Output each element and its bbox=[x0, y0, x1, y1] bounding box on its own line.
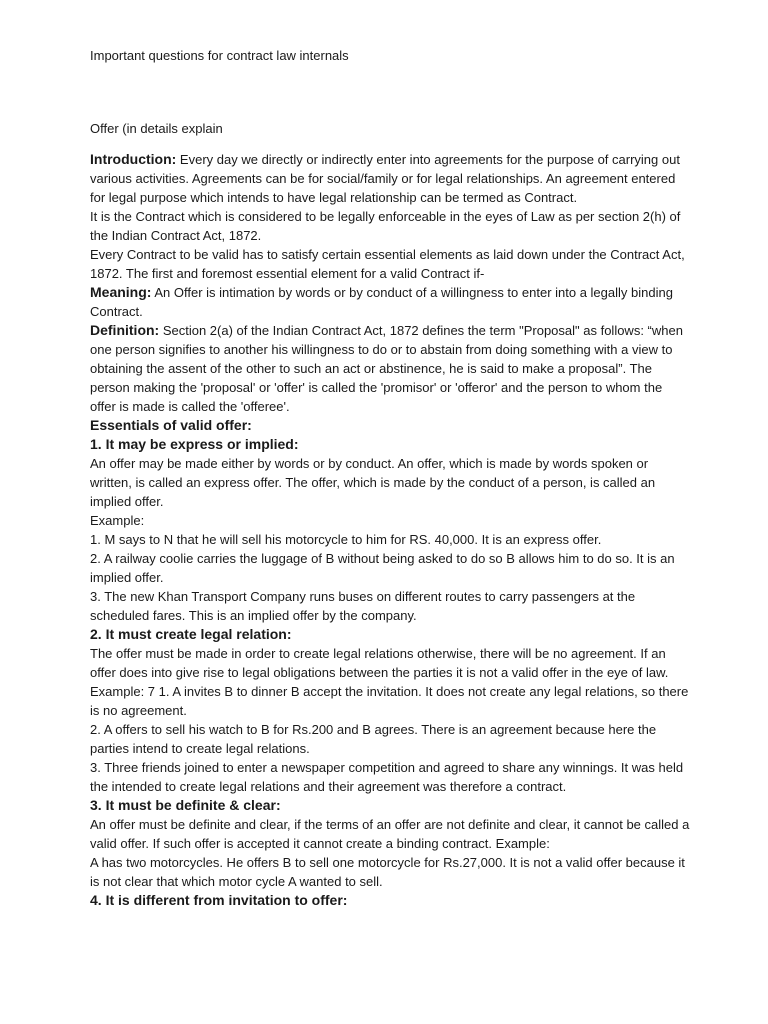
point-1-line: Example: bbox=[90, 513, 145, 528]
essential-elements-paragraph: Every Contract to be valid has to satisfy certain essential elements as laid down under the Contract Act, 1872. The first and foremost essential element for a valid Contract if- bbox=[90, 247, 685, 281]
point-2-line: The offer must be made in order to create legal relations otherwise, there will be no agreement. If an offer does into give rise to legal obligations between the parties it is not a valid offer in the eye of law. bbox=[90, 646, 669, 680]
point-1-line: An offer may be made either by words or by conduct. An offer, which is made by words spoken or written, is called an express offer. The offer, which is made by the conduct of a person, is called an implied offer. bbox=[90, 456, 656, 509]
meaning-text: An Offer is intimation by words or by conduct of a willingness to enter into a legally binding Contract. bbox=[90, 285, 673, 319]
point-2-heading: 2. It must create legal relation: bbox=[90, 626, 292, 642]
section-heading: Offer (in details explain bbox=[90, 121, 223, 136]
point-1-line: 2. A railway coolie carries the luggage of B without being asked to do so B allows him to do so. It is an implied offer. bbox=[90, 551, 675, 585]
introduction-text: Every day we directly or indirectly enter into agreements for the purpose of carrying out various activities. Agreements can be for social/family or for legal relationships. An agreement entered for legal purpose which intends to have legal relationship can be termed as Contract. bbox=[90, 152, 680, 205]
introduction-label: Introduction: bbox=[90, 151, 177, 167]
point-4-heading: 4. It is different from invitation to offer: bbox=[90, 892, 348, 908]
essentials-heading: Essentials of valid offer: bbox=[90, 417, 252, 433]
contract-paragraph: It is the Contract which is considered to be legally enforceable in the eyes of Law as per section 2(h) of the Indian Contract Act, 1872. bbox=[90, 209, 681, 243]
meaning-label: Meaning: bbox=[90, 284, 152, 300]
point-3-heading: 3. It must be definite & clear: bbox=[90, 797, 281, 813]
point-3-line: A has two motorcycles. He offers B to sell one motorcycle for Rs.27,000. It is not a valid offer because it is not clear that which motor cycle A wanted to sell. bbox=[90, 855, 685, 889]
definition-label: Definition: bbox=[90, 322, 160, 338]
point-1-heading: 1. It may be express or implied: bbox=[90, 436, 299, 452]
point-1-line: 1. M says to N that he will sell his motorcycle to him for RS. 40,000. It is an express offer. bbox=[90, 532, 602, 547]
definition-text: Section 2(a) of the Indian Contract Act, 1872 defines the term "Proposal" as follows: “when one person signifies to another his willingness to do or to abstain from doing something with a view to obtaining the assent of the other to such an act or abstinence, he is said to make a proposal”. The person making the 'proposal' or 'offer' is called the 'promisor' or 'offeror' and the person to whom the offer is made is called the 'offeree'. bbox=[90, 323, 683, 414]
document-body bbox=[90, 46, 690, 910]
point-3-line: An offer must be definite and clear, if the terms of an offer are not definite and clear, it cannot be called a valid offer. If such offer is accepted it cannot create a binding contract. Example: bbox=[90, 817, 690, 851]
point-2-line: 3. Three friends joined to enter a newspaper competition and agreed to share any winnings. It was held the intended to create legal relations and their agreement was therefore a contract. bbox=[90, 760, 684, 794]
point-2-line: 2. A offers to sell his watch to B for Rs.200 and B agrees. There is an agreement because here the parties intend to create legal relations. bbox=[90, 722, 657, 756]
point-1-line: 3. The new Khan Transport Company runs buses on different routes to carry passengers at the scheduled fares. This is an implied offer by the company. bbox=[90, 589, 636, 623]
document-title: Important questions for contract law internals bbox=[90, 48, 349, 63]
definition-paragraph bbox=[90, 321, 690, 416]
introduction-paragraph bbox=[90, 150, 690, 207]
meaning-paragraph bbox=[90, 283, 690, 321]
point-2-line: Example: 7 1. A invites B to dinner B accept the invitation. It does not create any legal relations, so there is no agreement. bbox=[90, 684, 689, 718]
